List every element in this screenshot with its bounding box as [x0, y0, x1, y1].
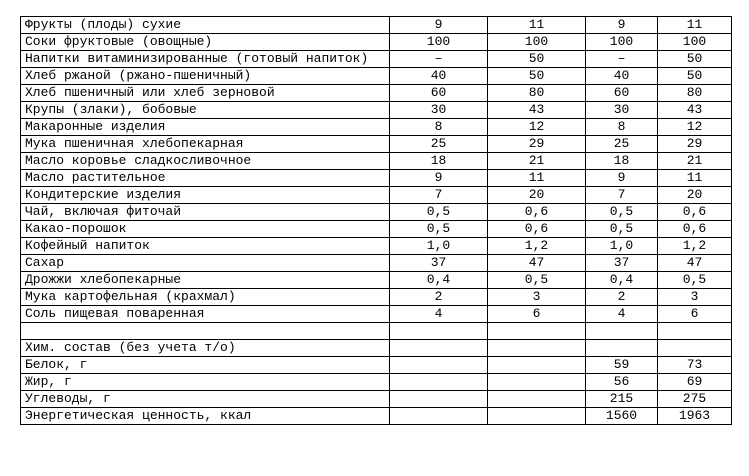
value-cell-3 [586, 340, 658, 357]
row-label: Кофейный напиток [21, 238, 390, 255]
value-cell-4: 80 [658, 85, 732, 102]
value-cell-2: 20 [488, 187, 586, 204]
value-cell-2: 12 [488, 119, 586, 136]
value-cell-3: 25 [586, 136, 658, 153]
value-cell-3: 2 [586, 289, 658, 306]
table-body [21, 17, 732, 425]
value-cell-3: 0,5 [586, 204, 658, 221]
value-cell-4: 0,5 [658, 272, 732, 289]
value-cell-4: 50 [658, 51, 732, 68]
value-cell-4: 275 [658, 391, 732, 408]
value-cell-4: 0,6 [658, 204, 732, 221]
value-cell-1: 60 [390, 85, 488, 102]
row-label: Кондитерские изделия [21, 187, 390, 204]
value-cell-2 [488, 408, 586, 425]
value-cell-2: 0,6 [488, 221, 586, 238]
value-cell-1 [390, 391, 488, 408]
value-cell-1: 1,0 [390, 238, 488, 255]
table-row [21, 374, 732, 391]
value-cell-1: 8 [390, 119, 488, 136]
value-cell-3: 37 [586, 255, 658, 272]
table-row [21, 391, 732, 408]
row-label: Масло растительное [21, 170, 390, 187]
value-cell-3: 56 [586, 374, 658, 391]
table-row [21, 357, 732, 374]
value-cell-1: 100 [390, 34, 488, 51]
row-label: Какао-порошок [21, 221, 390, 238]
row-label: Крупы (злаки), бобовые [21, 102, 390, 119]
value-cell-1: 0,5 [390, 221, 488, 238]
table-row [21, 34, 732, 51]
table-row [21, 255, 732, 272]
row-label: Хим. состав (без учета т/о) [21, 340, 390, 357]
row-label: Макаронные изделия [21, 119, 390, 136]
value-cell-2: 11 [488, 170, 586, 187]
value-cell-1: 18 [390, 153, 488, 170]
value-cell-2 [488, 357, 586, 374]
value-cell-1 [390, 323, 488, 340]
table-row [21, 85, 732, 102]
value-cell-2: 43 [488, 102, 586, 119]
value-cell-4: 12 [658, 119, 732, 136]
value-cell-4: 21 [658, 153, 732, 170]
value-cell-4: 29 [658, 136, 732, 153]
value-cell-4: 20 [658, 187, 732, 204]
table-row [21, 289, 732, 306]
value-cell-3: 7 [586, 187, 658, 204]
value-cell-2: 1,2 [488, 238, 586, 255]
row-label [21, 323, 390, 340]
value-cell-1: 30 [390, 102, 488, 119]
row-label: Мука пшеничная хлебопекарная [21, 136, 390, 153]
value-cell-1: 25 [390, 136, 488, 153]
table-row [21, 238, 732, 255]
table-row [21, 272, 732, 289]
row-label: Соль пищевая поваренная [21, 306, 390, 323]
value-cell-4: 50 [658, 68, 732, 85]
value-cell-2: 80 [488, 85, 586, 102]
row-label: Соки фруктовые (овощные) [21, 34, 390, 51]
value-cell-2: 47 [488, 255, 586, 272]
table-row [21, 323, 732, 340]
table-row [21, 102, 732, 119]
table-row [21, 51, 732, 68]
value-cell-3: 59 [586, 357, 658, 374]
value-cell-2: 0,5 [488, 272, 586, 289]
table-row [21, 68, 732, 85]
value-cell-4: 3 [658, 289, 732, 306]
value-cell-3: 1560 [586, 408, 658, 425]
row-label: Мука картофельная (крахмал) [21, 289, 390, 306]
value-cell-2 [488, 391, 586, 408]
value-cell-1: 9 [390, 17, 488, 34]
table-row [21, 136, 732, 153]
table-row [21, 170, 732, 187]
table-row [21, 204, 732, 221]
value-cell-2: 3 [488, 289, 586, 306]
row-label: Энергетическая ценность, ккал [21, 408, 390, 425]
value-cell-3: – [586, 51, 658, 68]
table-row [21, 17, 732, 34]
row-label: Белок, г [21, 357, 390, 374]
value-cell-3: 18 [586, 153, 658, 170]
value-cell-1 [390, 340, 488, 357]
value-cell-4: 6 [658, 306, 732, 323]
value-cell-2: 0,6 [488, 204, 586, 221]
value-cell-2: 21 [488, 153, 586, 170]
value-cell-3: 60 [586, 85, 658, 102]
row-label: Хлеб пшеничный или хлеб зерновой [21, 85, 390, 102]
table-row [21, 306, 732, 323]
value-cell-4: 1,2 [658, 238, 732, 255]
value-cell-3: 100 [586, 34, 658, 51]
value-cell-3: 215 [586, 391, 658, 408]
value-cell-3: 9 [586, 170, 658, 187]
value-cell-1: 37 [390, 255, 488, 272]
value-cell-3: 40 [586, 68, 658, 85]
value-cell-3: 8 [586, 119, 658, 136]
value-cell-2 [488, 323, 586, 340]
value-cell-3: 1,0 [586, 238, 658, 255]
value-cell-4: 73 [658, 357, 732, 374]
value-cell-4: 43 [658, 102, 732, 119]
document-page [20, 16, 732, 425]
value-cell-3 [586, 323, 658, 340]
row-label: Фрукты (плоды) сухие [21, 17, 390, 34]
value-cell-2: 50 [488, 51, 586, 68]
table-row [21, 153, 732, 170]
value-cell-3: 0,5 [586, 221, 658, 238]
row-label: Жир, г [21, 374, 390, 391]
table-row [21, 408, 732, 425]
table-row [21, 119, 732, 136]
value-cell-4 [658, 323, 732, 340]
value-cell-2 [488, 374, 586, 391]
value-cell-1: 7 [390, 187, 488, 204]
value-cell-3: 0,4 [586, 272, 658, 289]
value-cell-4: 47 [658, 255, 732, 272]
row-label: Углеводы, г [21, 391, 390, 408]
value-cell-4: 11 [658, 170, 732, 187]
row-label: Масло коровье сладкосливочное [21, 153, 390, 170]
value-cell-3: 4 [586, 306, 658, 323]
row-label: Напитки витаминизированные (готовый напиток) [21, 51, 390, 68]
value-cell-2: 11 [488, 17, 586, 34]
row-label: Сахар [21, 255, 390, 272]
table-row [21, 221, 732, 238]
value-cell-2 [488, 340, 586, 357]
value-cell-1: 0,5 [390, 204, 488, 221]
value-cell-1: 0,4 [390, 272, 488, 289]
value-cell-2: 50 [488, 68, 586, 85]
value-cell-1 [390, 357, 488, 374]
value-cell-2: 6 [488, 306, 586, 323]
row-label: Чай, включая фиточай [21, 204, 390, 221]
table-row [21, 187, 732, 204]
value-cell-1: 4 [390, 306, 488, 323]
value-cell-3: 9 [586, 17, 658, 34]
value-cell-4: 1963 [658, 408, 732, 425]
value-cell-4: 11 [658, 17, 732, 34]
value-cell-1: 2 [390, 289, 488, 306]
table-row [21, 340, 732, 357]
value-cell-4: 69 [658, 374, 732, 391]
value-cell-4: 100 [658, 34, 732, 51]
value-cell-3: 30 [586, 102, 658, 119]
value-cell-4 [658, 340, 732, 357]
value-cell-1 [390, 408, 488, 425]
nutrition-norms-table [20, 16, 732, 425]
value-cell-4: 0,6 [658, 221, 732, 238]
row-label: Хлеб ржаной (ржано-пшеничный) [21, 68, 390, 85]
value-cell-2: 100 [488, 34, 586, 51]
value-cell-1: 40 [390, 68, 488, 85]
value-cell-1: – [390, 51, 488, 68]
value-cell-1 [390, 374, 488, 391]
value-cell-1: 9 [390, 170, 488, 187]
row-label: Дрожжи хлебопекарные [21, 272, 390, 289]
value-cell-2: 29 [488, 136, 586, 153]
